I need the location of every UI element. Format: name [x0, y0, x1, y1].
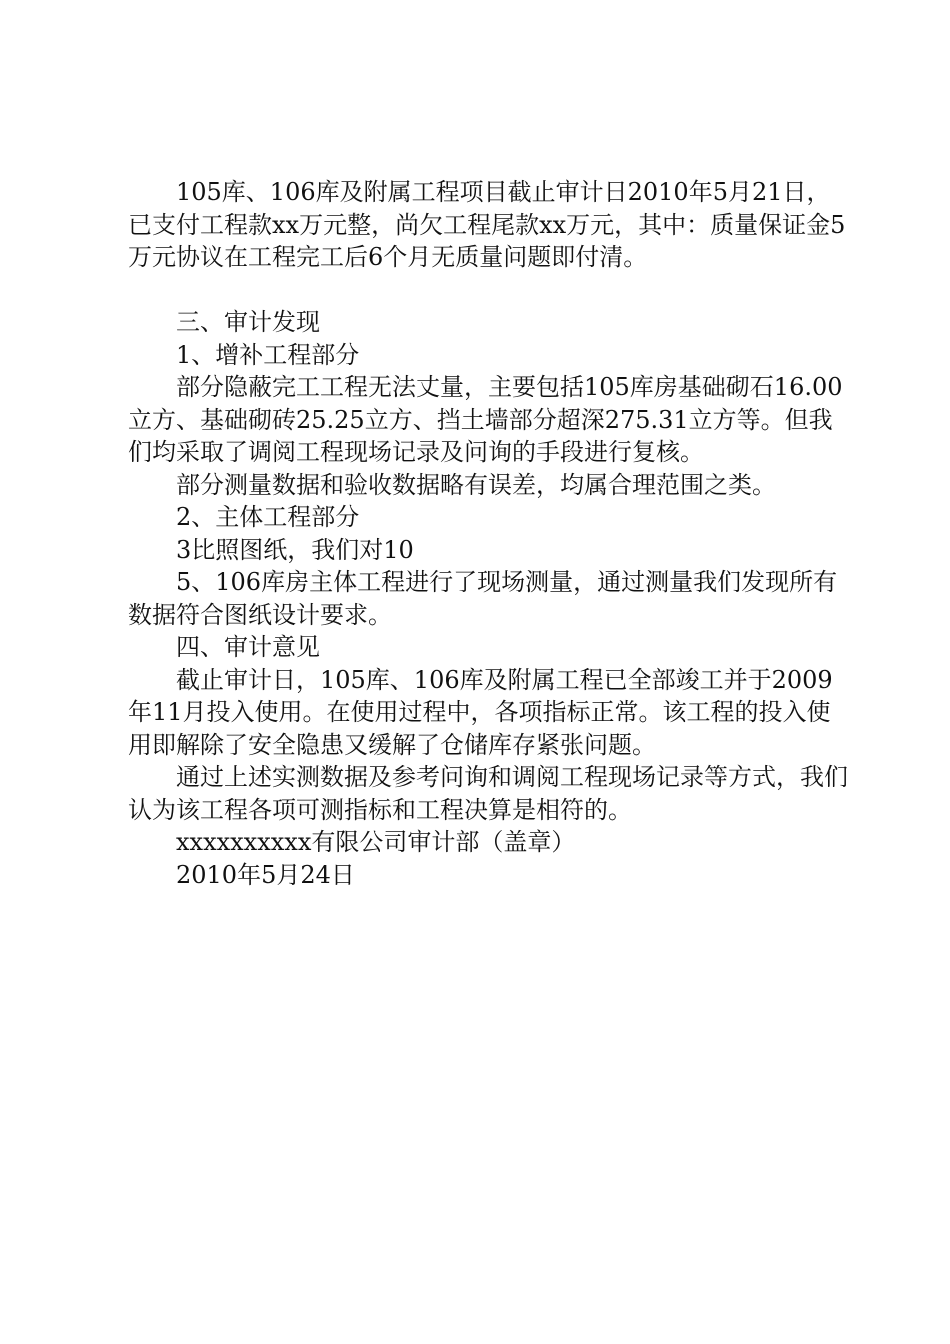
paragraph-spacer: [128, 274, 848, 307]
section-heading-audit-findings: 三、审计发现: [176, 308, 320, 336]
hidden-works-paragraph: 部分隐蔽完工工程无法丈量，主要包括105库房基础砌石16.00立方、基础砌砖25.25立方、挡土墙部分超深275.31立方等。但我们均采取了调阅工程现场记录及问询的手段进行复核。: [128, 373, 843, 466]
subheading-main-works: 2、主体工程部分: [176, 503, 360, 531]
field-measurement-paragraph: 5、106库房主体工程进行了现场测量，通过测量我们发现所有数据符合图纸设计要求。: [128, 568, 838, 629]
payment-status-paragraph: 105库、106库及附属工程项目截止审计日2010年5月21日，已支付工程款xx万元整，尚欠工程尾款xx万元，其中：质量保证金5万元协议在工程完工后6个月无质量问题即付清。: [128, 178, 846, 271]
conclusion-paragraph: 通过上述实测数据及参考问询和调阅工程现场记录等方式，我们认为该工程各项可测指标和工程决算是相符的。: [128, 763, 848, 824]
measurement-deviation-paragraph: 部分测量数据和验收数据略有误差，均属合理范围之类。: [176, 470, 776, 499]
signature-line: xxxxxxxxxx有限公司审计部（盖章）: [176, 828, 576, 856]
document-body: [128, 176, 848, 891]
date-line: 2010年5月24日: [176, 860, 355, 889]
subheading-additional-works: 1、增补工程部分: [176, 340, 360, 369]
completion-paragraph: 截止审计日，105库、106库及附属工程已全部竣工并于2009年11月投入使用。在使用过程中，各项指标正常。该工程的投入使用即解除了安全隐患又缓解了仓储库存紧张问题。: [128, 665, 833, 759]
drawing-comparison-line: 3比照图纸，我们对10: [176, 535, 414, 564]
section-heading-audit-opinion: 四、审计意见: [176, 633, 320, 661]
